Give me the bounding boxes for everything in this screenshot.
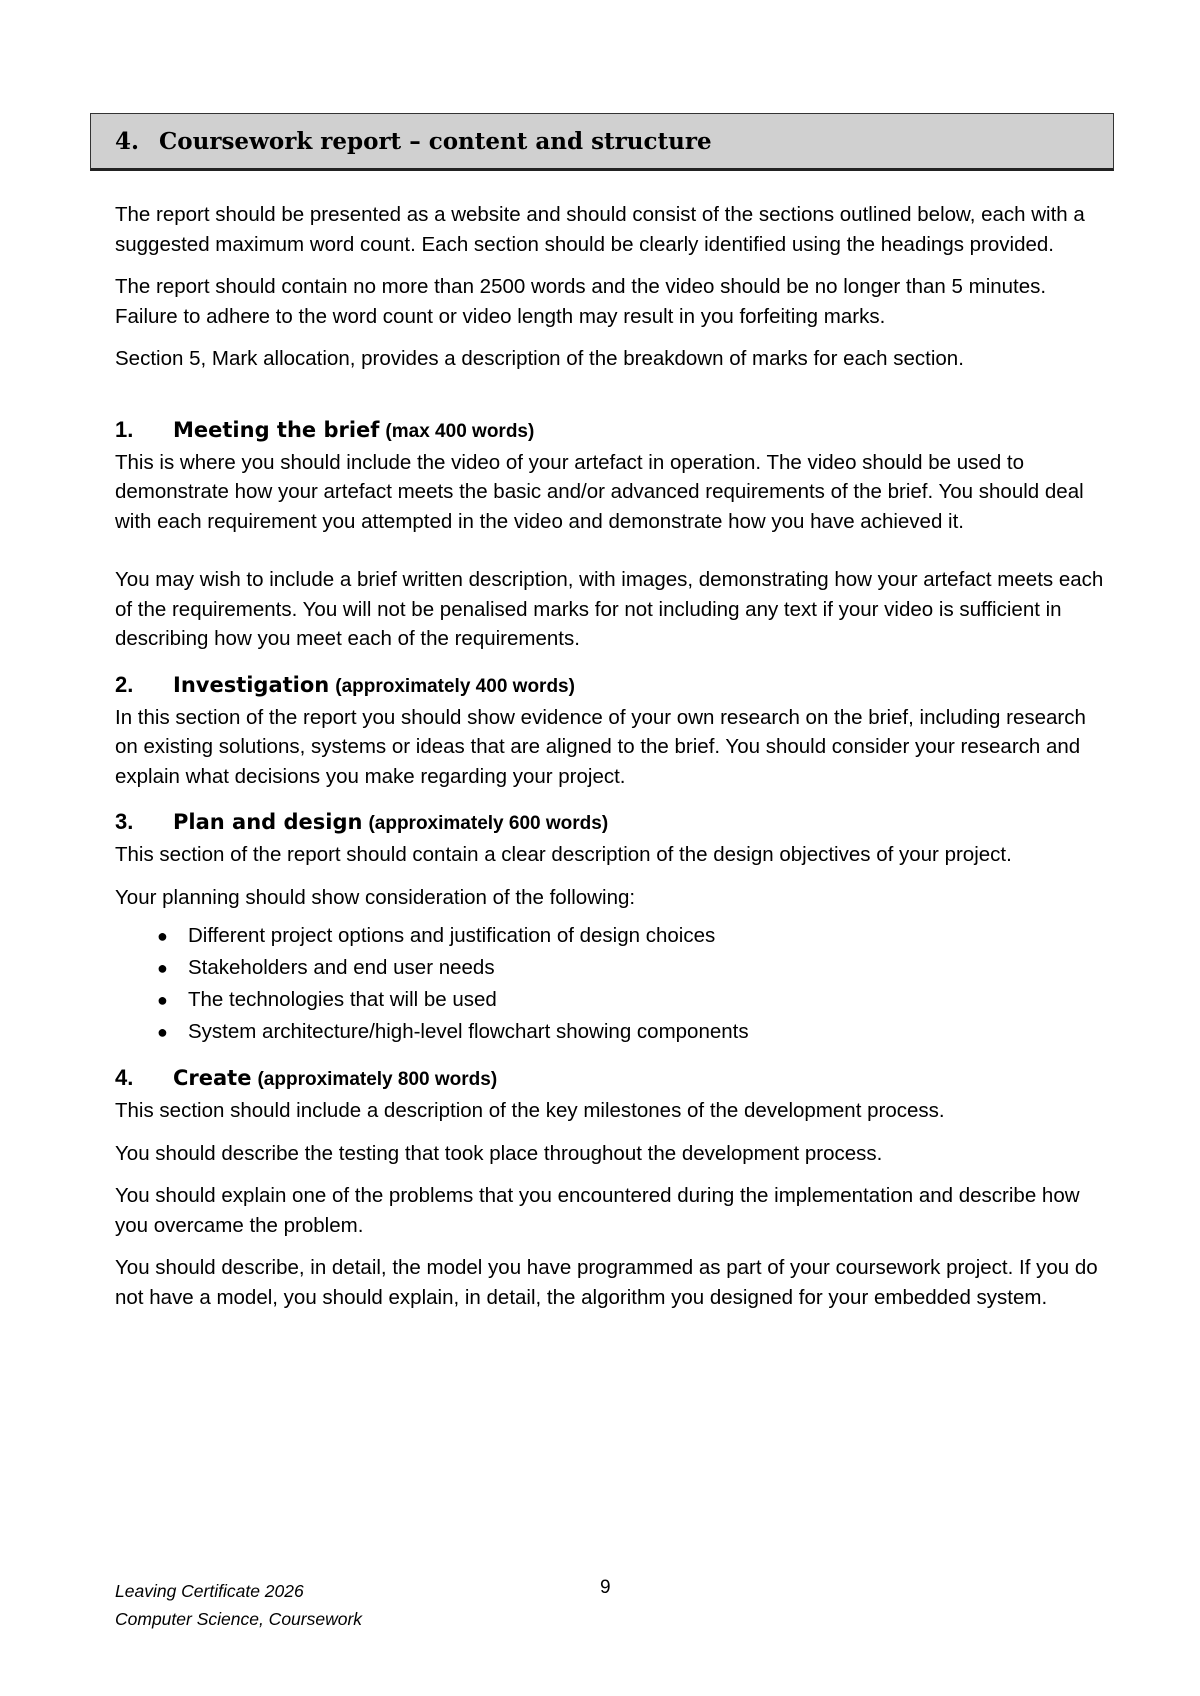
- subsection-title: Meeting the brief: [173, 417, 380, 442]
- subsection-number: 3.: [115, 809, 134, 834]
- footer-line: Computer Science, Coursework: [115, 1609, 363, 1629]
- list-item: [115, 1016, 1105, 1048]
- section-title-number: 4.: [115, 127, 140, 155]
- list-item-text: System architecture/high-level flowchart showing components: [188, 1020, 749, 1043]
- body-paragraph: This is where you should include the video of your artefact in operation. The video should be used to demonstrate how your artefact meets the basic and/or advanced requirements of the brief. You should deal with each requirement you attempted in the video and demonstrate how you have achieved it.: [115, 450, 1084, 533]
- subsection-word-limit: (max 400 words): [385, 420, 535, 442]
- bullet-icon: ●: [157, 990, 168, 1010]
- footer: [115, 1577, 362, 1633]
- body-paragraph: You should explain one of the problems that you encountered during the implementation and describe how you overcame the problem.: [115, 1184, 1080, 1237]
- subsection-word-limit: (approximately 600 words): [368, 813, 609, 834]
- subsection-heading-plan-and-design: [115, 807, 1105, 839]
- list-item-text: Stakeholders and end user needs: [188, 956, 495, 979]
- subsection-word-limit: (approximately 800 words): [257, 1069, 498, 1090]
- intro-paragraph: The report should be presented as a website and should consist of the sections outlined below, each with a suggested maximum word count. Each section should be clearly identified using the headings provided.: [115, 203, 1085, 256]
- bullet-icon: ●: [157, 926, 168, 946]
- body-paragraph: This section of the report should contain a clear description of the design objectives of your project.: [115, 843, 1012, 866]
- body-paragraph: Your planning should show consideration of the following:: [115, 885, 636, 909]
- subsection-heading-meeting-the-brief: [115, 415, 1105, 447]
- list-item-text: Different project options and justification of design choices: [188, 924, 716, 947]
- subsection-title: Investigation: [173, 672, 330, 697]
- subsection-heading-create: [115, 1063, 1105, 1095]
- bullet-list: [115, 920, 1105, 1048]
- subsection-number: 4.: [115, 1065, 134, 1090]
- footer-line: Leaving Certificate 2026: [115, 1581, 304, 1601]
- section-title: Coursework report – content and structure: [159, 127, 712, 155]
- subsection-title: Plan and design: [173, 810, 363, 834]
- main-content: [115, 200, 1105, 1325]
- list-item: [115, 984, 1105, 1016]
- subsection-number: 2.: [115, 671, 134, 697]
- body-paragraph: You should describe, in detail, the model you have programmed as part of your coursework project. If you do not have a model, you should explain, in detail, the algorithm you designed for your embedded system.: [115, 1256, 1098, 1309]
- subsection-heading-investigation: [115, 670, 1105, 702]
- body-paragraph: In this section of the report you should show evidence of your own research on the brief, including research on existing solutions, systems or ideas that are aligned to the brief. You should consider your research and explain what decisions you make regarding your project.: [115, 705, 1086, 788]
- intro-paragraph: The report should contain no more than 2500 words and the video should be no longer than 5 minutes. Failure to adhere to the word count or video length may result in you forfeiting marks.: [115, 275, 1047, 328]
- list-item: [115, 920, 1105, 952]
- bullet-icon: ●: [157, 958, 168, 978]
- section-title-box: [90, 113, 1114, 171]
- bullet-icon: ●: [157, 1022, 168, 1042]
- body-paragraph: You should describe the testing that took place throughout the development process.: [115, 1141, 883, 1165]
- subsection-word-limit: (approximately 400 words): [335, 675, 575, 697]
- intro-paragraph: Section 5, Mark allocation, provides a description of the breakdown of marks for each section.: [115, 347, 964, 370]
- subsection-title: Create: [173, 1066, 252, 1090]
- body-paragraph: This section should include a description of the key milestones of the development process.: [115, 1099, 945, 1122]
- list-item: [115, 952, 1105, 984]
- list-item-text: The technologies that will be used: [188, 988, 497, 1011]
- body-paragraph: You may wish to include a brief written description, with images, demonstrating how your artefact meets each of the requirements. You will not be penalised marks for not including any text if your video is sufficient in describing how you meet each of the requirements.: [115, 568, 1104, 650]
- page-number: 9: [600, 1577, 611, 1598]
- subsection-number: 1.: [115, 416, 134, 442]
